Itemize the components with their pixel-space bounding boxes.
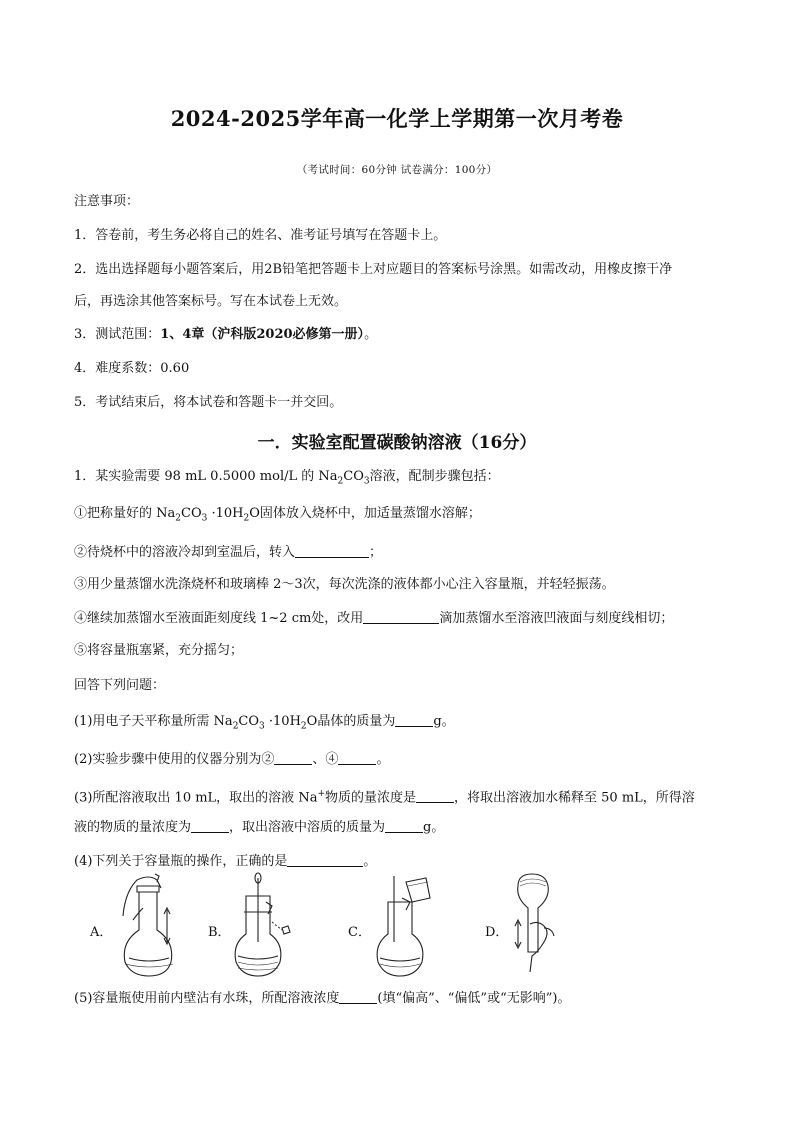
note-1: 1．答卷前，考生务必将自己的姓名、准考证号填写在答题卡上。 [74,228,447,243]
part-text: (填“偏高”、“偏低”或“无影响”)。 [377,991,571,1006]
answer-blank[interactable] [395,712,433,727]
subscript: 3 [259,721,265,732]
step-5: ⑤将容量瓶塞紧，充分摇匀； [74,643,244,658]
flask-pouring-icon [370,872,450,982]
part-text: 。 [363,854,377,869]
part-text: g。 [423,820,445,835]
note-3-range: 1、4章（沪科版2020必修第一册） [160,327,365,342]
section-title: 一．实验室配置碳酸钠溶液（16分） [257,433,537,453]
option-c-label: C． [348,925,371,940]
option-a-label: A． [90,925,113,940]
notes-heading: 注意事项： [74,194,140,209]
answer-blank[interactable] [385,818,423,833]
step-text: CO [181,506,202,521]
part-4 [74,852,376,871]
note-2b: 后，再选涂其他答案标号。写在本试卷上无效。 [74,294,348,309]
answer-blank[interactable] [339,989,377,1004]
question-stem [74,468,500,491]
step-text: O固体放入烧杯中，加适量蒸馏水溶解； [249,506,481,521]
step-text: ②待烧杯中的溶液冷却到室温后，转入 [74,545,296,560]
note-5: 5．考试结束后，将本试卷和答题卡一并交回。 [74,395,343,410]
subscript: 2 [175,513,181,524]
part-text: (5)容量瓶使用前内壁沾有水珠，所配溶液浓度 [74,991,340,1006]
step-2 [74,543,382,562]
step-3: ③用少量蒸馏水洗涤烧杯和玻璃棒 2～3次，每次洗涤的液体都小心注入容量瓶，并轻轻振荡。 [74,577,615,592]
step-text: ·10H [207,506,244,521]
page-title: 2024-2025学年高一化学上学期第一次月考卷 [170,106,624,131]
part-text: CO [238,714,260,729]
part-text: ，将取出溶液加水稀释至 50 mL，所得溶 [454,790,695,806]
part-3b [74,818,444,837]
flask-shaking-icon [115,872,185,982]
note-3-prefix: 3．测试范围： [74,327,161,342]
step-4 [74,609,673,628]
step-text: ； [369,545,383,560]
part-text: 、④ [312,752,339,767]
answer-blank[interactable] [363,609,439,624]
note-4: 4．难度系数：0.60 [74,361,190,376]
part-text: g。 [433,714,455,729]
part-text: 物质的量浓度是 [325,790,417,806]
part-1 [74,712,455,736]
step-text: ④继续加蒸馏水至液面距刻度线 1~2 cm处，改用 [74,611,364,626]
part-2 [74,750,389,769]
answer-blank[interactable] [191,818,229,833]
part-text: (3)所配溶液取出 10 mL，取出的溶液 Na [74,790,318,806]
subscript: 3 [363,476,370,487]
step-text: ①把称量好的 Na [74,506,176,521]
subscript: 2 [243,513,250,524]
flask-reading-icon [228,872,303,982]
stem-text: 溶液，配制步骤包括： [369,469,500,484]
answer-blank[interactable] [274,750,312,765]
part-3a [74,785,695,807]
stem-text: CO [343,469,364,484]
note-2a: 2．选出选择题每小题答案后，用2B铅笔把答题卡上对应题目的答案标号涂黑。如需改动，用橡皮擦干净 [74,262,673,277]
answer-blank[interactable] [287,852,363,867]
answer-blank[interactable] [416,788,454,803]
subscript: 3 [201,513,208,524]
part-text: 液的物质的量浓度为 [74,820,192,835]
option-d-label: D． [485,925,509,940]
subscript: 2 [232,721,239,732]
answer-blank[interactable] [338,750,376,765]
answer-heading: 回答下列问题： [74,678,166,693]
subscript: 2 [300,721,307,732]
step-1 [74,505,481,528]
note-3 [74,326,377,344]
superscript: + [317,789,325,799]
exam-info: （考试时间：60分钟 试卷满分：100分） [296,164,498,176]
answer-blank[interactable] [295,543,369,558]
part-text: (1)用电子天平称量所需 Na [74,714,233,729]
flask-inverted-icon [508,872,568,982]
part-text: (2)实验步骤中使用的仪器分别为② [74,752,275,767]
part-text: ，取出溶液中溶质的质量为 [229,820,386,835]
part-text: O晶体的质量为 [306,714,396,729]
step-text: 滴加蒸馏水至溶液凹液面与刻度线相切； [439,611,674,626]
part-5 [74,989,570,1008]
option-b-label: B． [208,925,231,940]
stem-text: 1．某实验需要 98 mL 0.5000 mol/L 的 Na [74,469,338,484]
part-text: ·10H [264,714,301,729]
part-text: (4)下列关于容量瓶的操作，正确的是 [74,854,288,869]
subscript: 2 [337,476,344,487]
part-text: 。 [376,752,390,767]
note-3-suffix: 。 [364,327,378,342]
